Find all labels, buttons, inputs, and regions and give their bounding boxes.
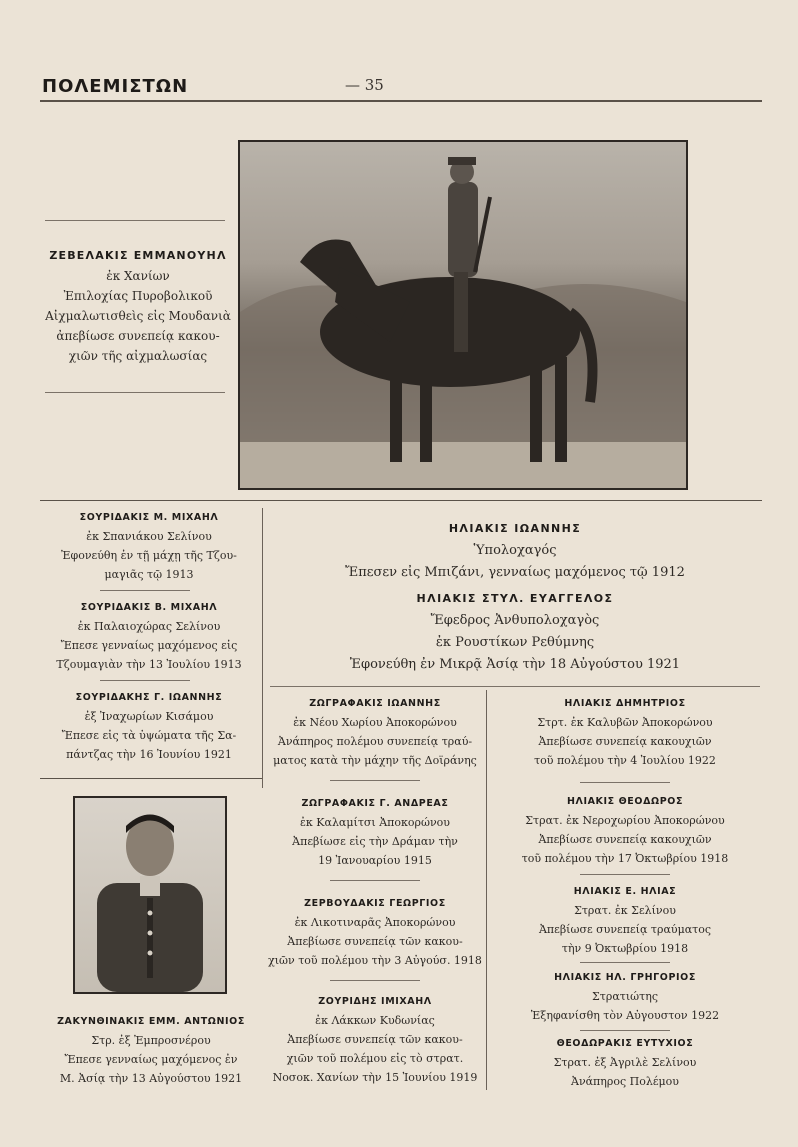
entry-line: Ἀπεβίωσε συνεπείᾳ κακουχιῶν: [538, 833, 712, 846]
middle-entry-3: [268, 894, 482, 970]
caption-line: Στρ. ἐξ Ἐμπροσνέρου: [91, 1034, 211, 1047]
entry-line: ἐξ Ἰναχωρίων Κισάμου: [84, 710, 214, 723]
entry-rule: [100, 590, 190, 591]
entry-rule: [580, 1030, 670, 1031]
entry-line: Ἀπεβίωσε συνεπείᾳ κακουχιῶν: [538, 735, 712, 748]
entry-line: ἐκ Παλαιοχώρας Σελίνου: [77, 620, 221, 633]
entry-line: Ἀπεβίωσε συνεπείᾳ τῶν κακου-: [287, 935, 463, 948]
entry-line: τοῦ πολέμου τὴν 4 Ἰουλίου 1922: [534, 754, 716, 767]
caption-line: Ἔπεσε γενναίως μαχόμενος ἐν: [64, 1053, 238, 1066]
entry-line: ἐκ Λάκκων Κυδωνίας: [315, 1014, 435, 1027]
left-entry-1: [40, 508, 258, 584]
featured-line: ἐκ Χανίων: [106, 269, 170, 283]
right-entry-4: [490, 968, 760, 1025]
column-divider-left: [262, 508, 263, 788]
entry-name: ΘΕΟΔΩΡΑΚΙΣ ΕΥΤΥΧΙΟΣ: [556, 1038, 694, 1049]
entry-line: τὴν 9 Ὀκτωβρίου 1918: [561, 942, 689, 955]
entry-name: ΖΩΓΡΑΦΑΚΙΣ Γ. ΑΝΔΡΕΑΣ: [301, 798, 449, 809]
right-entry-1: [490, 694, 760, 770]
entry-rule: [100, 680, 190, 681]
featured-entry: [38, 246, 238, 366]
entry-name: ΗΛΙΑΚΙΣ ΣΤΥΛ. ΕΥΑΓΓΕΛΟΣ: [416, 592, 614, 605]
right-top-entry-2: [270, 588, 760, 676]
featured-line: Ἐπιλοχίας Πυροβολικοῦ: [63, 289, 213, 303]
cavalry-photo: [238, 140, 688, 490]
left-column-rule: [40, 778, 262, 779]
entry-line: Ἀπεβίωσε συνεπείᾳ τῶν κακου-: [287, 1033, 463, 1046]
entry-line: Τζουμαγιὰν τὴν 13 Ἰουλίου 1913: [56, 658, 242, 671]
entry-line: ματος κατὰ τὴν μάχην τῆς Δοϊράνης: [273, 754, 477, 767]
right-entry-2: [490, 792, 760, 868]
middle-entry-1: [268, 694, 482, 770]
right-section-rule: [270, 686, 760, 687]
entry-line: Στρατ. ἐκ Σελίνου: [574, 904, 676, 917]
featured-top-rule: [45, 220, 225, 221]
right-top-entry-1: [270, 518, 760, 584]
page-number: — 35: [345, 76, 384, 94]
entry-name: ΗΛΙΑΚΙΣ ΗΛ. ΓΡΗΓΟΡΙΟΣ: [554, 972, 696, 983]
section-rule: [40, 500, 762, 501]
entry-line: χιῶν τοῦ πολέμου εἰς τὸ στρατ.: [286, 1052, 464, 1065]
entry-line: ἐκ Σπανιάκου Σελίνου: [86, 530, 212, 543]
entry-line: Ἔπεσε εἰς τὰ ὑψώματα τῆς Σα-: [61, 729, 237, 742]
entry-name: ΣΟΥΡΙΔΑΚΗΣ Γ. ΙΩΑΝΝΗΣ: [75, 692, 223, 703]
entry-name: ΣΟΥΡΙΔΑΚΙΣ Β. ΜΙΧΑΗΛ: [80, 602, 218, 613]
entry-line: Ἔπεσεν εἰς Μπιζάνι, γενναίως μαχόμενος τῷ 1912: [345, 565, 685, 580]
portrait-name: ΖΑΚΥΝΘΙΝΑΚΙΣ ΕΜΜ. ΑΝΤΩΝΙΟΣ: [57, 1016, 245, 1027]
entry-rule: [330, 980, 420, 981]
entry-line: Ἔφεδρος Ἀνθυπολοχαγὸς: [430, 613, 600, 628]
entry-line: πάντζας τὴν 16 Ἰουνίου 1921: [66, 748, 232, 761]
entry-line: Στρατ. ἐκ Νεροχωρίου Ἀποκορώνου: [525, 814, 725, 827]
entry-line: Στρτ. ἐκ Καλυβῶν Ἀποκορώνου: [537, 716, 713, 729]
entry-line: ἐκ Ρουστίκων Ρεθύμνης: [435, 635, 595, 650]
left-entry-3: [40, 688, 258, 764]
entry-line: τοῦ πολέμου τὴν 17 Ὀκτωβρίου 1918: [521, 852, 729, 865]
header-rule: [40, 100, 762, 102]
entry-rule: [580, 874, 670, 875]
featured-line: χιῶν τῆς αἰχμαλωσίας: [68, 349, 208, 363]
entry-line: Ἐξηφανίσθη τὸν Αὐγουστον 1922: [530, 1009, 720, 1022]
middle-entry-2: [268, 794, 482, 870]
entry-line: Νοσοκ. Χανίων τὴν 15 Ἰουνίου 1919: [272, 1071, 478, 1084]
entry-line: Στρατ. ἐξ Ἀγριλὲ Σελίνου: [553, 1056, 697, 1069]
right-entry-3: [490, 882, 760, 958]
entry-line: Ὑπολοχαγός: [473, 543, 557, 558]
entry-line: Ἐφονεύθη ἐν τῇ μάχῃ τῆς Τζου-: [61, 549, 237, 562]
entry-name: ΖΕΡΒΟΥΔΑΚΙΣ ΓΕΩΡΓΙΟΣ: [304, 898, 446, 909]
entry-name: ΖΟΥΡΙΔΗΣ ΙΜΙΧΑΗΛ: [318, 996, 432, 1007]
entry-rule: [330, 880, 420, 881]
column-divider-right: [486, 690, 487, 1090]
entry-line: Στρατιώτης: [592, 990, 658, 1003]
featured-line: ἀπεβίωσε συνεπείᾳ κακου-: [56, 329, 220, 343]
right-entry-5: [490, 1034, 760, 1091]
entry-rule: [580, 782, 670, 783]
entry-name: ΗΛΙΑΚΙΣ ΔΗΜΗΤΡΙΟΣ: [564, 698, 686, 709]
entry-line: 19 Ἰανουαρίου 1915: [318, 854, 432, 867]
entry-line: Ἀνάπηρος Πολέμου: [571, 1075, 679, 1088]
entry-line: Ἀπεβίωσε συνεπείᾳ τραύματος: [538, 923, 712, 936]
entry-line: Ἀνάπηρος πολέμου συνεπείᾳ τραύ-: [277, 735, 473, 748]
entry-line: Ἐφονεύθη ἐν Μικρᾷ Ἀσίᾳ τὴν 18 Αὐγούστου 1921: [349, 657, 681, 672]
featured-bottom-rule: [45, 392, 225, 393]
entry-rule: [330, 780, 420, 781]
entry-line: Ἀπεβίωσε εἰς τὴν Δράμαν τὴν: [292, 835, 458, 848]
entry-line: Ἔπεσε γενναίως μαχόμενος εἰς: [60, 639, 238, 652]
entry-name: ΗΛΙΑΚΙΣ ΙΩΑΝΝΗΣ: [448, 522, 582, 535]
caption-line: Μ. Ἀσίᾳ τὴν 13 Αὐγούστου 1921: [59, 1072, 243, 1085]
entry-line: χιῶν τοῦ πολέμου τὴν 3 Αὐγούσ. 1918: [268, 954, 482, 967]
entry-name: ΖΩΓΡΑΦΑΚΙΣ ΙΩΑΝΝΗΣ: [309, 698, 441, 709]
entry-name: ΗΛΙΑΚΙΣ ΘΕΟΔΩΡΟΣ: [566, 796, 684, 807]
entry-line: μαγιᾶς τῷ 1913: [104, 568, 194, 581]
portrait-caption: [40, 1012, 262, 1088]
page-header-title: ΠΟΛΕΜΙΣΤΩΝ: [42, 76, 189, 97]
soldier-portrait: [73, 796, 227, 994]
entry-name: ΗΛΙΑΚΙΣ Ε. ΗΛΙΑΣ: [573, 886, 677, 897]
featured-line: Αἰχμαλωτισθεὶς εἰς Μουδανιὰ: [45, 309, 231, 323]
left-entry-2: [40, 598, 258, 674]
entry-name: ΣΟΥΡΙΔΑΚΙΣ Μ. ΜΙΧΑΗΛ: [79, 512, 219, 523]
entry-line: ἐκ Νέου Χωρίου Ἀποκορώνου: [293, 716, 457, 729]
featured-name: ΖΕΒΕΛΑΚΙΣ ΕΜΜΑΝΟΥΗΛ: [49, 249, 227, 262]
middle-entry-4: [268, 992, 482, 1087]
portrait-image: [75, 798, 225, 992]
horseman-image: [240, 142, 686, 488]
entry-rule: [580, 962, 670, 963]
entry-line: ἐκ Καλαμίτσι Ἀποκορώνου: [300, 816, 450, 829]
entry-line: ἐκ Λικοτιναρᾶς Ἀποκορώνου: [294, 916, 456, 929]
